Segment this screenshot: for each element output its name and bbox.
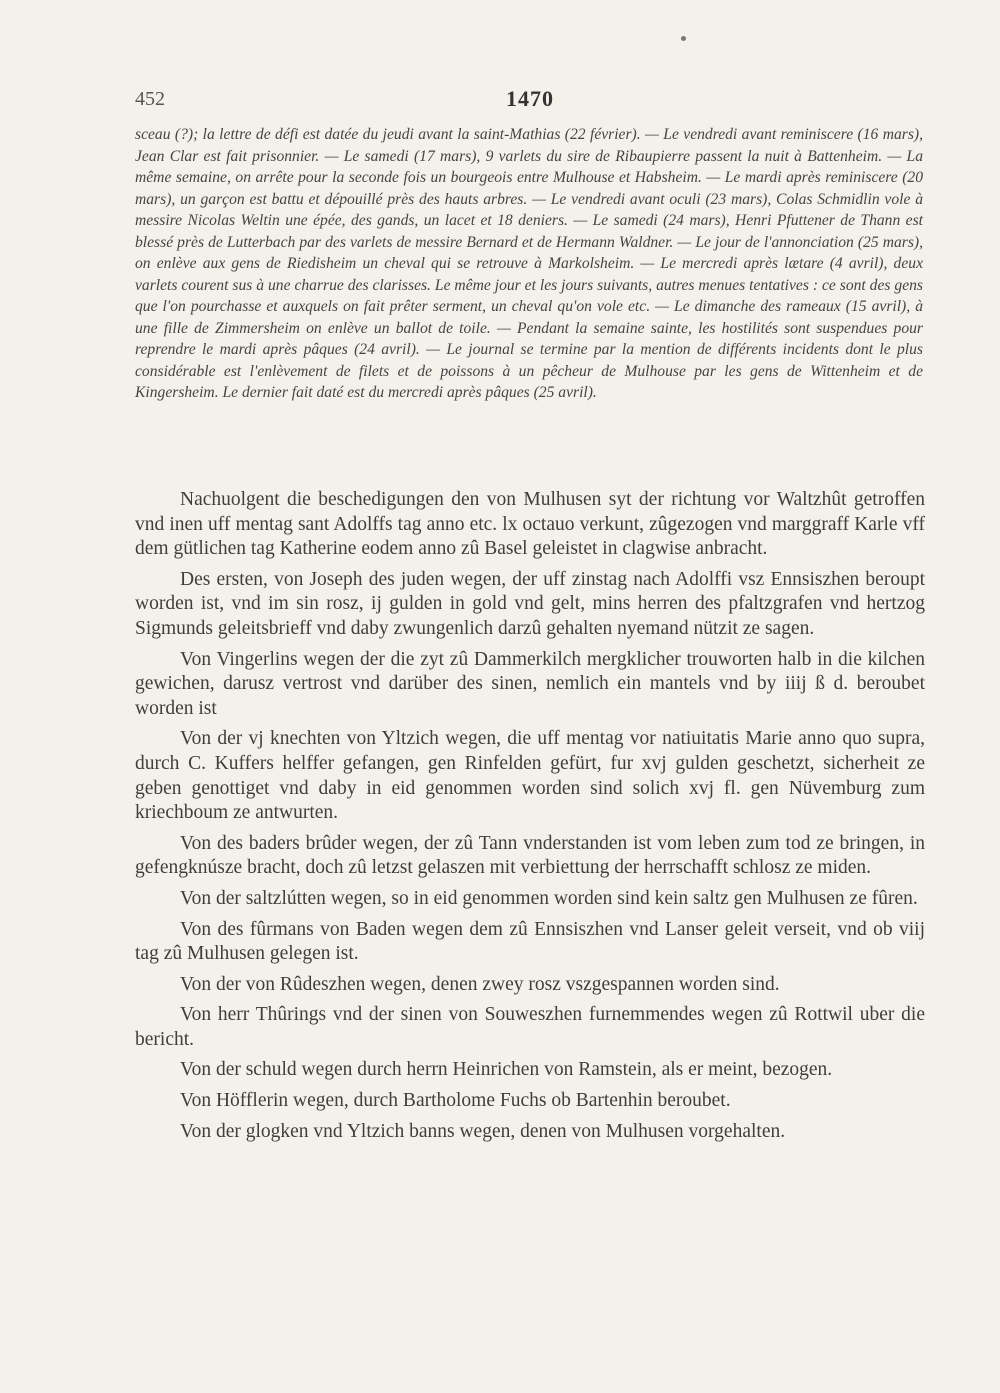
paragraph: Von des baders brûder wegen, der zû Tann vnderstanden ist vom leben zum tod ze bringen, in gefengknúsze bracht, doch zû letzst gelaszen mit verbiettung der herrschafft schlosz ze miden. xyxy=(135,832,925,879)
paragraph: Von der von Rûdeszhen wegen, denen zwey rosz vszgespannen worden sind. xyxy=(180,973,780,995)
paragraph: Von der schuld wegen durch herrn Heinrichen von Ramstein, als er meint, bezogen. xyxy=(180,1059,833,1081)
german-text xyxy=(135,488,925,1150)
paragraph: Von herr Thûrings vnd der sinen von Souweszhen furnemmendes wegen zû Rottwil uber die bericht. xyxy=(135,1004,925,1050)
paragraph: Von der saltzlútten wegen, so in eid genommen worden sind kein saltz gen Mulhusen ze fûren. xyxy=(180,887,918,909)
paragraph: Des ersten, von Joseph des juden wegen, der uff zinstag nach Adolffi vsz Ennsiszhen beroupt worden ist, vnd im sin rosz, ij gulden in gold vnd gelt, mins herren des pfaltzgrafen vnd hertzog Sigmunds geleitsbrieff vnd daby zwungenlich darzû gehalten nyemand nützit ze sagen. xyxy=(135,568,925,639)
page-number: 452 xyxy=(135,88,165,110)
page-header xyxy=(135,86,925,116)
paragraph: Von des fûrmans von Baden wegen dem zû Ennsiszhen vnd Lanser geleit verseit, vnd ob viij tag zû Mulhusen gelegen ist. xyxy=(135,918,925,965)
paragraph: Von Vingerlins wegen der die zyt zû Dammerkilch mergklicher trouworten halb in die kilchen gewichen, darusz vertrost vnd darüber des sinen, nemlich ein mantels vnd by iiij ß d. beroubet worden ist xyxy=(135,648,925,719)
paragraph: Nachuolgent die beschedigungen den von Mulhusen syt der richtung vor Waltzhût getroffen vnd inen uff mentag sant Adolffs tag anno etc. lx octauo verkunt, zûgezogen vnd marggraff Karle vff dem gütlichen tag Katherine eodem anno zû Basel geleistet in clagwise anbracht. xyxy=(135,489,925,560)
french-summary: sceau (?); la lettre de défi est datée du jeudi avant la saint-Mathias (22 février). — Le vendredi avant reminiscere (16 mars), Jean Clar est fait prisonnier. — Le samedi (17 mars), 9 varlets du sire de Ribaupierre passent la nuit à Battenheim. — La même semaine, on arrête pour la seconde fois un bourgeois entre Mulhouse et Habsheim. — Le mardi après reminiscere (20 mars), un garçon est battu et dépouillé près des hauts arbres. — Le vendredi avant oculi (23 mars), Colas Schmidlin vole à messire Nicolas Weltin une épée, des gands, un lacet et 18 deniers. — Le samedi (24 mars), Henri Pfuttener de Thann est blessé près de Lutterbach par des varlets de messire Bernard et de Hermann Waldner. — Le jour de l'annonciation (25 mars), on enlève aux gens de Riedisheim un cheval qui se retrouve à Markolsheim. — Le mercredi après lætare (4 avril), deux varlets courent sus à une charrue des clarisses. Le même jour et les jours suivants, autres menues tentatives : ce sont des gens que l'on pourchasse et auxquels on fait prêter serment, un cheval qu'on vole etc. — Le dimanche des rameaux (15 avril), à une fille de Zimmersheim on enlève un ballot de toile. — Pendant la semaine sainte, les hostilités sont suspendues pour reprendre le mardi après pâques (24 avril). — Le journal se termine par la mention de différents incidents dont le plus considérable est l'enlèvement de filets et de poissons à un pêcheur de Mulhouse par les gens de Wittenheim et de Kingersheim. Le dernier fait daté est du mercredi après pâques (25 avril). xyxy=(135,126,923,401)
paragraph: Von der vj knechten von Yltzich wegen, die uff mentag vor natiuitatis Marie anno quo supra, durch C. Kuffers helffer gefangen, gen Rinfelden gefürt, fur xvj gulden geschetzt, sicherheit ze geben genottiget vnd daby in eid genommen worden sind solich xvj fl. gen Nüvemburg zum kriechboum ze antwurten. xyxy=(135,728,925,824)
paragraph: Von der glogken vnd Yltzich banns wegen, denen von Mulhusen vorgehalten. xyxy=(180,1120,786,1142)
paragraph: Von Höfflerin wegen, durch Bartholome Fuchs ob Bartenhin beroubet. xyxy=(180,1090,731,1112)
running-head-year: 1470 xyxy=(506,86,554,111)
paper-speck xyxy=(681,36,686,41)
